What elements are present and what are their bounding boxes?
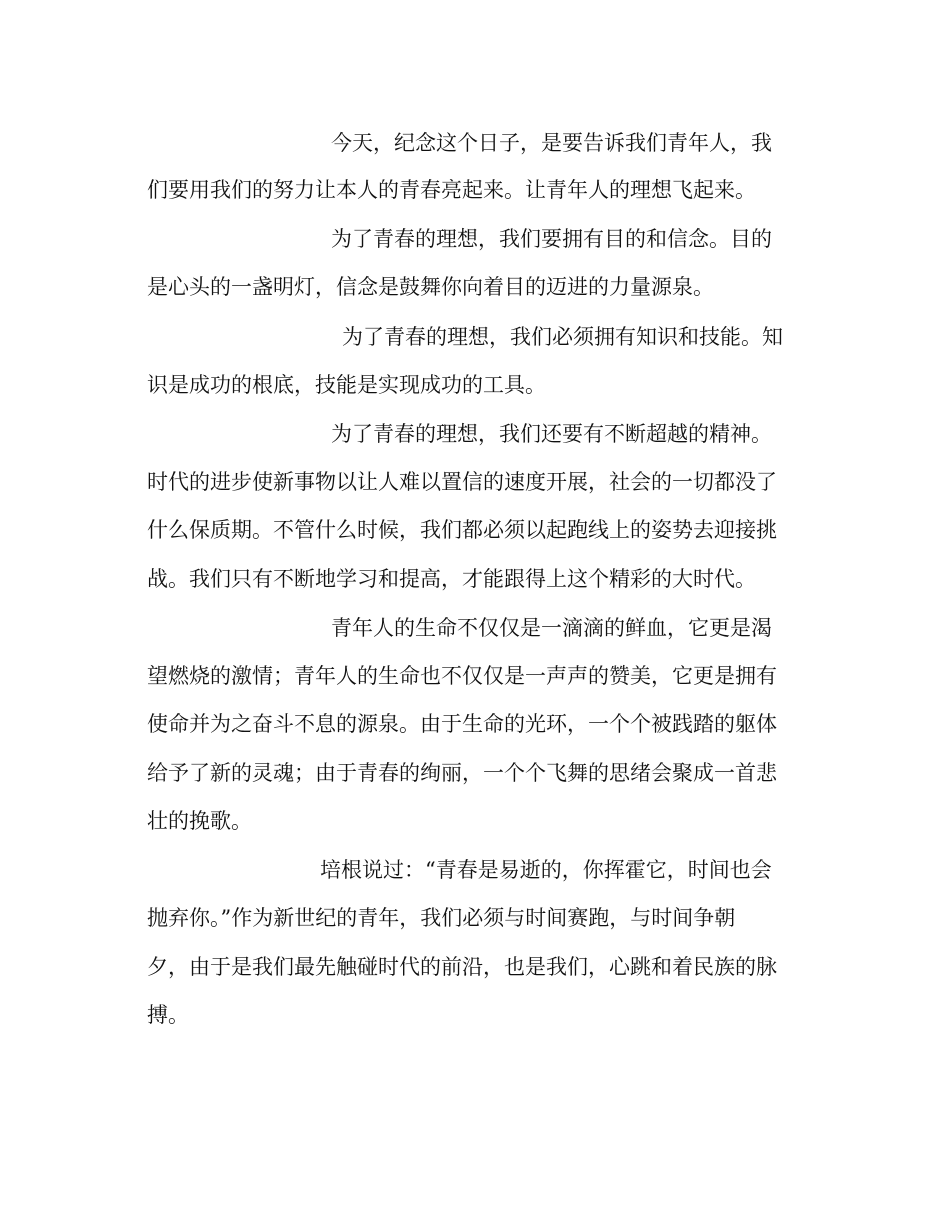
text-line: 是心头的一盏明灯，信念是鼓舞你向着目的迈进的力量源泉。 [147,275,714,299]
text-line: 给予了新的灵魂；由于青春的绚丽，一个个飞舞的思绪会聚成一首悲 [147,761,777,785]
text-line: 望燃烧的激情；青年人的生命也不仅仅是一声声的赞美，它更是拥有 [147,664,777,688]
text-line: 夕，由于是我们最先触碰时代的前沿，也是我们，心跳和着民族的脉 [147,955,777,979]
text-line: 什么保质期。不管什么时候，我们都必须以起跑线上的姿势去迎接挑 [147,518,777,542]
text-line: 搏。 [147,1003,189,1027]
text-line: 为了青春的理想，我们必须拥有知识和技能。知 [342,325,783,349]
text-line: 们要用我们的努力让本人的青春亮起来。让青年人的理想飞起来。 [147,178,756,202]
text-line: 时代的进步使新事物以让人难以置信的速度开展，社会的一切都没了 [147,470,777,494]
text-line: 培根说过：“青春是易逝的，你挥霍它，时间也会 [320,858,772,882]
text-line: 战。我们只有不断地学习和提高，才能跟得上这个精彩的大时代。 [147,567,756,591]
text-line: 青年人的生命不仅仅是一滴滴的鲜血，它更是渴 [331,616,772,640]
text-line: 壮的挽歌。 [147,809,252,833]
text-line: 为了青春的理想，我们还要有不断超越的精神。 [331,422,772,446]
text-line: 抛弃你。”作为新世纪的青年，我们必须与时间赛跑，与时间争朝 [147,906,736,930]
text-line: 使命并为之奋斗不息的源泉。由于生命的光环，一个个被践踏的躯体 [147,712,777,736]
text-line: 为了青春的理想，我们要拥有目的和信念。目的 [331,227,772,251]
text-line: 今天，纪念这个日子，是要告诉我们青年人，我 [331,131,772,155]
text-line: 识是成功的根底，技能是实现成功的工具。 [147,373,546,397]
